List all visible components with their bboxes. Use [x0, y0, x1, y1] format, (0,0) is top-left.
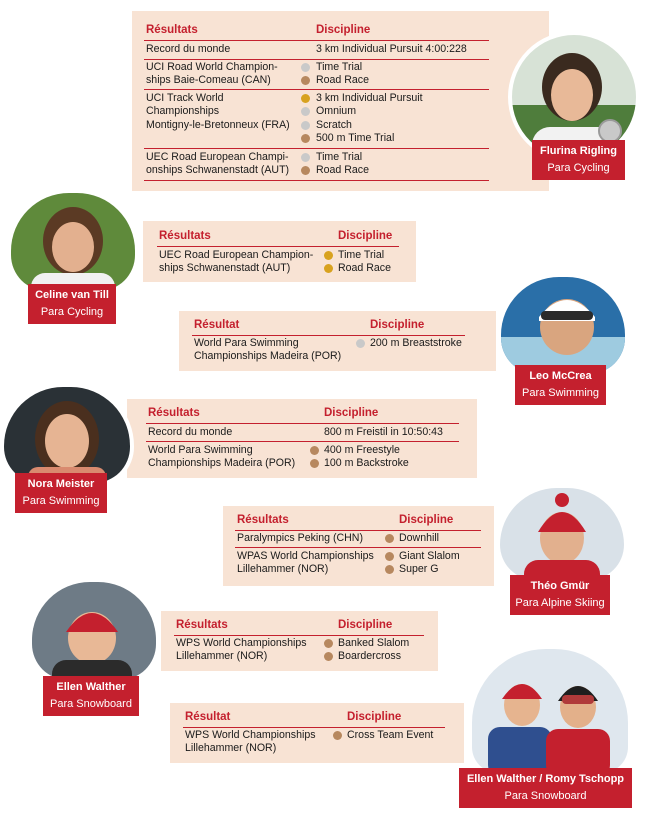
results-panel-leo-mccrea [179, 311, 496, 371]
silver-medal-icon [301, 153, 310, 162]
header-discipline: Discipline [338, 230, 393, 242]
results-panel-flurina-rigling [132, 11, 549, 191]
athlete-sport: Para Swimming [22, 495, 100, 507]
bronze-medal-icon [385, 534, 394, 543]
header-results: Résultats [159, 230, 211, 242]
athlete-photo-nora-meister [0, 383, 134, 487]
event-name: Championships Madeira (POR) [148, 457, 296, 469]
header-discipline: Discipline [316, 24, 371, 36]
athlete-sport: Para Cycling [40, 306, 104, 318]
discipline-label: 400 m Freestyle [324, 444, 400, 456]
bronze-medal-icon [301, 134, 310, 143]
row-rule [235, 547, 481, 548]
event-name: World Para Swimming [148, 444, 253, 456]
header-rule [144, 40, 489, 41]
header-rule [157, 246, 399, 247]
athlete-sport: Para Cycling [547, 162, 610, 174]
athlete-tag-ellen-walther [43, 676, 139, 716]
bronze-medal-icon [324, 652, 333, 661]
header-discipline: Discipline [347, 711, 402, 723]
event-name: ships Baie-Comeau (CAN) [146, 74, 271, 86]
results-panel-theo-gmur [223, 506, 494, 586]
silver-medal-icon [301, 121, 310, 130]
gold-medal-icon [324, 251, 333, 260]
gold-medal-icon [301, 94, 310, 103]
athlete-sport: Para Swimming [521, 387, 600, 399]
event-name: UEC Road European Champion- [159, 249, 314, 261]
results-panel-ellen-walther [161, 611, 438, 671]
header-discipline: Discipline [324, 407, 379, 419]
silver-medal-icon [301, 107, 310, 116]
event-name: World Para Swimming [194, 337, 299, 349]
bronze-medal-icon [385, 565, 394, 574]
bronze-medal-icon [333, 731, 342, 740]
event-name: Lillehammer (NOR) [237, 563, 329, 575]
event-name: WPS World Championships [176, 637, 307, 649]
athlete-photo-ellen-walther [28, 578, 160, 684]
bronze-medal-icon [324, 639, 333, 648]
discipline-label: Downhill [399, 532, 440, 544]
event-name: Championships [146, 105, 220, 117]
athlete-sport: Para Alpine Skiing [515, 597, 605, 609]
discipline-label: Time Trial [338, 249, 385, 261]
header-rule [235, 530, 481, 531]
event-name: UCI Road World Champion- [146, 61, 278, 73]
header-discipline: Discipline [370, 319, 425, 331]
results-panel-nora-meister [127, 399, 477, 478]
discipline-label: 800 m Freistil in 10:50:43 [324, 426, 443, 438]
athlete-photo-celine-van-till [7, 189, 139, 295]
header-rule [146, 423, 459, 424]
event-name: WPAS World Championships [237, 550, 374, 562]
gold-medal-icon [324, 264, 333, 273]
discipline-label: 3 km Individual Pursuit 4:00:228 [316, 43, 467, 55]
discipline-label: Giant Slalom [399, 550, 460, 562]
header-results: Résultats [176, 619, 228, 631]
header-results: Résultat [194, 319, 240, 331]
event-name: ships Schwanenstadt (AUT) [159, 262, 291, 274]
discipline-label: Banked Slalom [338, 637, 410, 649]
athlete-tag-celine-van-till [28, 284, 116, 324]
athlete-tag-nora-meister [15, 473, 107, 513]
event-name: Record du monde [148, 426, 233, 438]
athlete-photo-theo-gmur [496, 484, 628, 584]
event-name: WPS World Championships [185, 729, 316, 741]
athlete-name: Leo McCrea [529, 370, 592, 382]
header-results: Résultats [146, 24, 198, 36]
discipline-label: Super G [399, 563, 439, 575]
athlete-tag-theo-gmur [510, 575, 610, 615]
row-rule [144, 89, 489, 90]
athlete-tag-flurina-rigling [532, 140, 625, 180]
discipline-label: 3 km Individual Pursuit [316, 92, 423, 104]
discipline-label: Omnium [316, 105, 357, 117]
header-results: Résultats [237, 514, 289, 526]
discipline-label: Scratch [316, 119, 352, 131]
athlete-name: Ellen Walther [56, 681, 126, 693]
event-name: onships Schwanenstadt (AUT) [146, 164, 290, 176]
event-name: Lillehammer (NOR) [176, 650, 268, 662]
athlete-tag-team [459, 768, 632, 808]
header-results: Résultats [148, 407, 200, 419]
row-rule [144, 180, 489, 181]
results-panel-team [170, 703, 464, 763]
athlete-photo-team [468, 645, 632, 777]
athlete-sport: Para Snowboard [50, 698, 132, 710]
athlete-name: Flurina Rigling [540, 145, 617, 157]
event-name: Record du monde [146, 43, 231, 55]
event-name: Lillehammer (NOR) [185, 742, 277, 754]
header-rule [192, 335, 465, 336]
discipline-label: Time Trial [316, 151, 363, 163]
silver-medal-icon [301, 63, 310, 72]
discipline-label: Road Race [316, 74, 369, 86]
athlete-photo-leo-mccrea [497, 273, 629, 378]
event-name: Championships Madeira (POR) [194, 350, 342, 362]
header-discipline: Discipline [399, 514, 454, 526]
athlete-name: Théo Gmür [530, 580, 590, 592]
results-panel-celine-van-till [143, 221, 416, 282]
row-rule [146, 441, 459, 442]
bronze-medal-icon [310, 446, 319, 455]
event-name: UEC Road European Champi- [146, 151, 289, 163]
discipline-label: Cross Team Event [347, 729, 434, 741]
athlete-name: Ellen Walther / Romy Tschopp [466, 773, 625, 785]
athlete-tag-leo-mccrea [515, 365, 606, 405]
header-discipline: Discipline [338, 619, 393, 631]
discipline-label: Road Race [316, 164, 369, 176]
event-name: Montigny-le-Bretonneux (FRA) [146, 119, 290, 131]
discipline-label: 100 m Backstroke [324, 457, 409, 469]
header-rule [183, 727, 445, 728]
bronze-medal-icon [385, 552, 394, 561]
row-rule [144, 59, 489, 60]
discipline-label: Boardercross [338, 650, 401, 662]
header-results: Résultat [185, 711, 231, 723]
header-rule [174, 635, 424, 636]
silver-medal-icon [356, 339, 365, 348]
discipline-label: 200 m Breaststroke [370, 337, 462, 349]
athlete-name: Celine van Till [35, 289, 109, 301]
event-name: UCI Track World [146, 92, 224, 104]
bronze-medal-icon [301, 76, 310, 85]
row-rule [144, 148, 489, 149]
athlete-name: Nora Meister [27, 478, 95, 490]
discipline-label: 500 m Time Trial [316, 132, 395, 144]
bronze-medal-icon [310, 459, 319, 468]
athlete-sport: Para Snowboard [504, 790, 587, 802]
discipline-label: Road Race [338, 262, 391, 274]
event-name: Paralympics Peking (CHN) [237, 532, 363, 544]
discipline-label: Time Trial [316, 61, 363, 73]
bronze-medal-icon [301, 166, 310, 175]
